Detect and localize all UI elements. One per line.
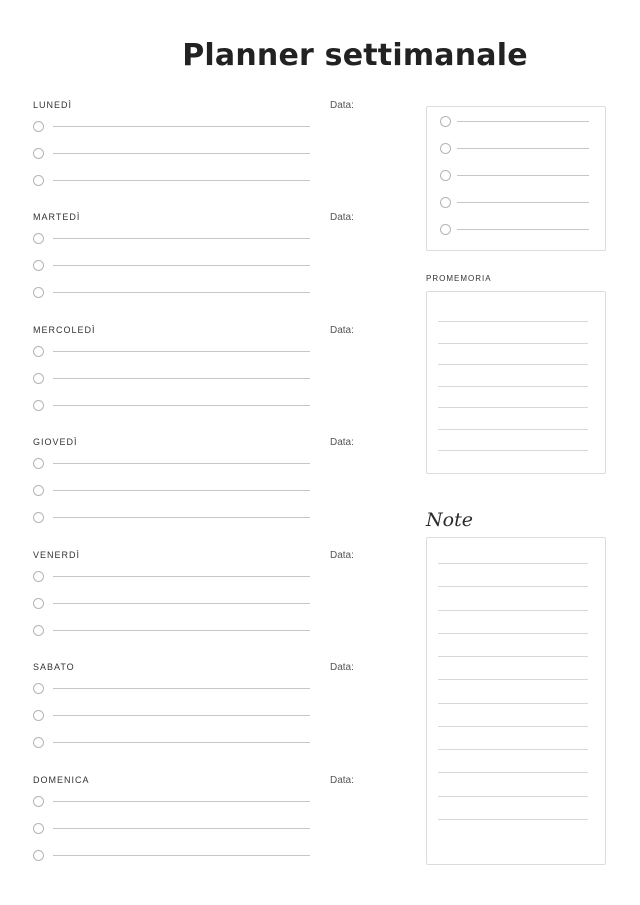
task-item[interactable]: [33, 233, 313, 245]
task-item[interactable]: [440, 197, 590, 209]
checkbox-circle-icon[interactable]: [440, 143, 451, 154]
task-item[interactable]: [33, 598, 313, 610]
task-item[interactable]: [33, 287, 313, 299]
task-line[interactable]: [53, 630, 310, 631]
task-item[interactable]: [33, 796, 313, 808]
checklist-box: [426, 106, 606, 251]
task-line[interactable]: [53, 378, 310, 379]
day-section-saturday: [33, 662, 363, 762]
writing-line: [438, 772, 588, 773]
task-item[interactable]: [33, 400, 313, 412]
task-item[interactable]: [33, 175, 313, 187]
task-item[interactable]: [33, 373, 313, 385]
date-label: Data:: [330, 212, 354, 223]
day-label: GIOVEDÌ: [33, 437, 78, 447]
writing-line: [438, 364, 588, 365]
task-line[interactable]: [53, 351, 310, 352]
task-item[interactable]: [33, 260, 313, 272]
task-line[interactable]: [457, 229, 589, 230]
date-label: Data:: [330, 775, 354, 786]
checkbox-circle-icon[interactable]: [33, 512, 44, 523]
task-line[interactable]: [53, 292, 310, 293]
writing-line: [438, 726, 588, 727]
task-item[interactable]: [440, 224, 590, 236]
task-line[interactable]: [53, 742, 310, 743]
task-line[interactable]: [53, 153, 310, 154]
checkbox-circle-icon[interactable]: [33, 598, 44, 609]
day-label: DOMENICA: [33, 775, 90, 785]
writing-line: [438, 679, 588, 680]
writing-line: [438, 407, 588, 408]
day-label: LUNEDÌ: [33, 100, 73, 110]
task-item[interactable]: [33, 683, 313, 695]
day-section-sunday: [33, 775, 363, 875]
checkbox-circle-icon[interactable]: [33, 287, 44, 298]
task-line[interactable]: [53, 517, 310, 518]
promemoria-box[interactable]: [426, 291, 606, 474]
task-line[interactable]: [53, 715, 310, 716]
writing-line: [438, 321, 588, 322]
task-item[interactable]: [33, 485, 313, 497]
task-line[interactable]: [457, 202, 589, 203]
checkbox-circle-icon[interactable]: [440, 116, 451, 127]
checkbox-circle-icon[interactable]: [33, 260, 44, 271]
day-section-friday: [33, 550, 363, 650]
task-line[interactable]: [53, 576, 310, 577]
checkbox-circle-icon[interactable]: [33, 400, 44, 411]
task-item[interactable]: [33, 710, 313, 722]
task-line[interactable]: [53, 180, 310, 181]
date-label: Data:: [330, 437, 354, 448]
task-line[interactable]: [53, 265, 310, 266]
checkbox-circle-icon[interactable]: [33, 571, 44, 582]
task-item[interactable]: [33, 121, 313, 133]
checkbox-circle-icon[interactable]: [33, 823, 44, 834]
task-item[interactable]: [33, 625, 313, 637]
day-label: SABATO: [33, 662, 75, 672]
task-item[interactable]: [33, 850, 313, 862]
checkbox-circle-icon[interactable]: [33, 121, 44, 132]
date-label: Data:: [330, 325, 354, 336]
task-line[interactable]: [457, 175, 589, 176]
writing-line: [438, 656, 588, 657]
checkbox-circle-icon[interactable]: [440, 197, 451, 208]
writing-line: [438, 343, 588, 344]
task-line[interactable]: [53, 463, 310, 464]
writing-line: [438, 749, 588, 750]
task-line[interactable]: [53, 688, 310, 689]
checkbox-circle-icon[interactable]: [440, 170, 451, 181]
task-item[interactable]: [440, 143, 590, 155]
task-item[interactable]: [33, 346, 313, 358]
checkbox-circle-icon[interactable]: [33, 796, 44, 807]
task-line[interactable]: [53, 828, 310, 829]
task-line[interactable]: [53, 405, 310, 406]
day-section-tuesday: [33, 212, 363, 312]
task-item[interactable]: [33, 512, 313, 524]
day-label: MERCOLEDÌ: [33, 325, 96, 335]
day-section-wednesday: [33, 325, 363, 425]
writing-line: [438, 386, 588, 387]
checkbox-circle-icon[interactable]: [33, 737, 44, 748]
checkbox-circle-icon[interactable]: [33, 683, 44, 694]
task-line[interactable]: [53, 603, 310, 604]
checkbox-circle-icon[interactable]: [440, 224, 451, 235]
note-heading: Note: [426, 509, 473, 531]
checkbox-circle-icon[interactable]: [33, 175, 44, 186]
writing-line: [438, 586, 588, 587]
day-section-thursday: [33, 437, 363, 537]
checkbox-circle-icon[interactable]: [33, 148, 44, 159]
checkbox-circle-icon[interactable]: [33, 458, 44, 469]
writing-line: [438, 819, 588, 820]
writing-line: [438, 703, 588, 704]
task-line[interactable]: [53, 490, 310, 491]
task-item[interactable]: [33, 148, 313, 160]
task-item[interactable]: [440, 116, 590, 128]
checkbox-circle-icon[interactable]: [33, 710, 44, 721]
task-item[interactable]: [440, 170, 590, 182]
task-line[interactable]: [53, 855, 310, 856]
checkbox-circle-icon[interactable]: [33, 625, 44, 636]
task-line[interactable]: [457, 148, 589, 149]
task-item[interactable]: [33, 737, 313, 749]
promemoria-label: PROMEMORIA: [426, 274, 492, 283]
task-line[interactable]: [53, 801, 310, 802]
writing-line: [438, 450, 588, 451]
writing-line: [438, 610, 588, 611]
task-line[interactable]: [457, 121, 589, 122]
day-label: VENERDÌ: [33, 550, 81, 560]
task-item[interactable]: [33, 823, 313, 835]
date-label: Data:: [330, 100, 354, 111]
page-title: Planner settimanale: [182, 38, 528, 73]
checkbox-circle-icon[interactable]: [33, 850, 44, 861]
day-section-monday: [33, 100, 363, 200]
checkbox-circle-icon[interactable]: [33, 485, 44, 496]
checkbox-circle-icon[interactable]: [33, 233, 44, 244]
writing-line: [438, 429, 588, 430]
task-line[interactable]: [53, 126, 310, 127]
task-item[interactable]: [33, 571, 313, 583]
date-label: Data:: [330, 550, 354, 561]
writing-line: [438, 563, 588, 564]
day-label: MARTEDÌ: [33, 212, 81, 222]
checkbox-circle-icon[interactable]: [33, 346, 44, 357]
writing-line: [438, 633, 588, 634]
task-line[interactable]: [53, 238, 310, 239]
note-box[interactable]: [426, 537, 606, 865]
checkbox-circle-icon[interactable]: [33, 373, 44, 384]
writing-line: [438, 796, 588, 797]
date-label: Data:: [330, 662, 354, 673]
task-item[interactable]: [33, 458, 313, 470]
